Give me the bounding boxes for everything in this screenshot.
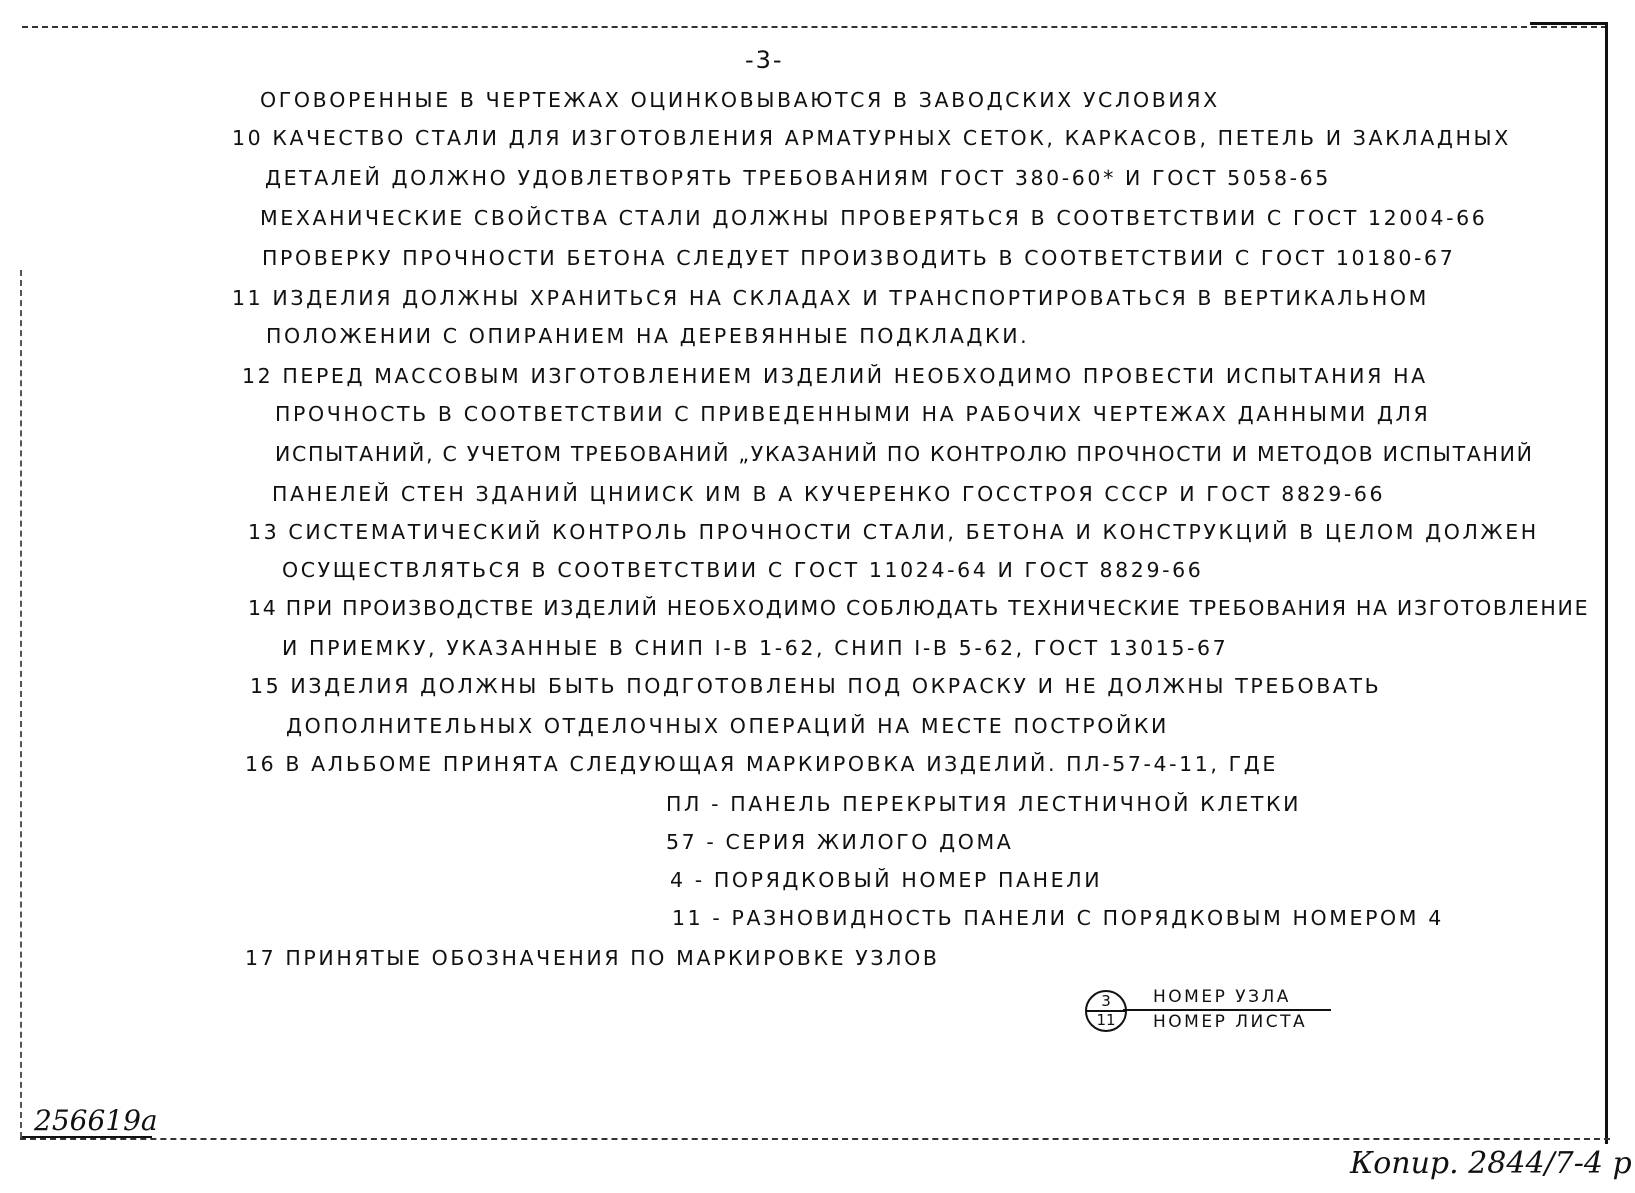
- text-line-4: МЕХАНИЧЕСКИЕ СВОЙСТВА СТАЛИ ДОЛЖНЫ ПРОВЕРЯТЬСЯ В СООТВЕТСТВИИ С ГОСТ 12004-66: [260, 206, 1488, 230]
- text-line-2: 10 КАЧЕСТВО СТАЛИ ДЛЯ ИЗГОТОВЛЕНИЯ АРМАТУРНЫХ СЕТОК, КАРКАСОВ, ПЕТЕЛЬ И ЗАКЛАДНЫХ: [232, 126, 1511, 150]
- frame-top-corner: [1530, 22, 1608, 25]
- inventory-number: 256619a: [34, 1104, 158, 1137]
- marking-11: 11 - РАЗНОВИДНОСТЬ ПАНЕЛИ С ПОРЯДКОВЫМ НОМЕРОМ 4: [672, 906, 1444, 930]
- legend-sheet-number-label: НОМЕР ЛИСТА: [1153, 1012, 1308, 1032]
- frame-left-border: [20, 270, 22, 1138]
- marking-4: 4 - ПОРЯДКОВЫЙ НОМЕР ПАНЕЛИ: [670, 868, 1103, 892]
- text-line-6: 11 ИЗДЕЛИЯ ДОЛЖНЫ ХРАНИТЬСЯ НА СКЛАДАХ И ТРАНСПОРТИРОВАТЬСЯ В ВЕРТИКАЛЬНОМ: [232, 286, 1429, 310]
- text-line-16: 15 ИЗДЕЛИЯ ДОЛЖНЫ БЫТЬ ПОДГОТОВЛЕНЫ ПОД ОКРАСКУ И НЕ ДОЛЖНЫ ТРЕБОВАТЬ: [250, 674, 1382, 698]
- legend-divider-line: [1123, 1009, 1331, 1011]
- text-line-14: 14 ПРИ ПРОИЗВОДСТВЕ ИЗДЕЛИЙ НЕОБХОДИМО СОБЛЮДАТЬ ТЕХНИЧЕСКИЕ ТРЕБОВАНИЯ НА ИЗГОТОВЛЕНИЕ: [248, 596, 1590, 620]
- node-marking-circle-icon: [1085, 990, 1127, 1032]
- marking-pl: ПЛ - ПАНЕЛЬ ПЕРЕКРЫТИЯ ЛЕСТНИЧНОЙ КЛЕТКИ: [666, 792, 1302, 816]
- text-line-11: ПАНЕЛЕЙ СТЕН ЗДАНИЙ ЦНИИСК ИМ В А КУЧЕРЕНКО ГОССТРОЯ СССР И ГОСТ 8829-66: [272, 482, 1386, 506]
- marking-57: 57 - СЕРИЯ ЖИЛОГО ДОМА: [666, 830, 1014, 854]
- copy-stamp: Копир. 2844/7-4 р: [1350, 1146, 1632, 1181]
- text-line-17: ДОПОЛНИТЕЛЬНЫХ ОТДЕЛОЧНЫХ ОПЕРАЦИЙ НА МЕСТЕ ПОСТРОЙКИ: [286, 714, 1169, 738]
- text-line-7: ПОЛОЖЕНИИ С ОПИРАНИЕМ НА ДЕРЕВЯННЫЕ ПОДКЛАДКИ.: [266, 324, 1030, 348]
- text-line-5: ПРОВЕРКУ ПРОЧНОСТИ БЕТОНА СЛЕДУЕТ ПРОИЗВОДИТЬ В СООТВЕТСТВИИ С ГОСТ 10180-67: [262, 246, 1456, 270]
- frame-top-border: [22, 26, 1607, 28]
- inventory-underline: [22, 1136, 152, 1138]
- frame-bottom-border: [20, 1138, 1610, 1140]
- page-number: -3-: [745, 46, 784, 74]
- text-line-18: 16 В АЛЬБОМЕ ПРИНЯТА СЛЕДУЮЩАЯ МАРКИРОВКА ИЗДЕЛИЙ. ПЛ-57-4-11, ГДЕ: [245, 752, 1278, 776]
- frame-right-border: [1605, 24, 1608, 1144]
- text-line-10: ИСПЫТАНИЙ, С УЧЕТОМ ТРЕБОВАНИЙ „УКАЗАНИЙ ПО КОНТРОЛЮ ПРОЧНОСТИ И МЕТОДОВ ИСПЫТАНИЙ: [275, 442, 1534, 466]
- text-line-8: 12 ПЕРЕД МАССОВЫМ ИЗГОТОВЛЕНИЕМ ИЗДЕЛИЙ НЕОБХОДИМО ПРОВЕСТИ ИСПЫТАНИЯ НА: [242, 364, 1428, 388]
- text-line-15: И ПРИЕМКУ, УКАЗАННЫЕ В СНИП I-В 1-62, СНИП I-В 5-62, ГОСТ 13015-67: [282, 636, 1229, 660]
- circle-bottom-number: 11: [1096, 1011, 1116, 1029]
- text-line-13: ОСУЩЕСТВЛЯТЬСЯ В СООТВЕТСТВИИ С ГОСТ 11024-64 И ГОСТ 8829-66: [282, 558, 1204, 582]
- text-line-1: ОГОВОРЕННЫЕ В ЧЕРТЕЖАХ ОЦИНКОВЫВАЮТСЯ В ЗАВОДСКИХ УСЛОВИЯХ: [260, 88, 1220, 112]
- text-line-9: ПРОЧНОСТЬ В СООТВЕТСТВИИ С ПРИВЕДЕННЫМИ НА РАБОЧИХ ЧЕРТЕЖАХ ДАННЫМИ ДЛЯ: [275, 402, 1431, 426]
- circle-top-number: 3: [1101, 992, 1111, 1010]
- text-line-3: ДЕТАЛЕЙ ДОЛЖНО УДОВЛЕТВОРЯТЬ ТРЕБОВАНИЯМ ГОСТ 380-60* И ГОСТ 5058-65: [265, 166, 1331, 190]
- text-line-12: 13 СИСТЕМАТИЧЕСКИЙ КОНТРОЛЬ ПРОЧНОСТИ СТАЛИ, БЕТОНА И КОНСТРУКЦИЙ В ЦЕЛОМ ДОЛЖЕН: [248, 520, 1539, 544]
- legend-node-number-label: НОМЕР УЗЛА: [1153, 987, 1291, 1007]
- text-line-23: 17 ПРИНЯТЫЕ ОБОЗНАЧЕНИЯ ПО МАРКИРОВКЕ УЗЛОВ: [245, 946, 940, 970]
